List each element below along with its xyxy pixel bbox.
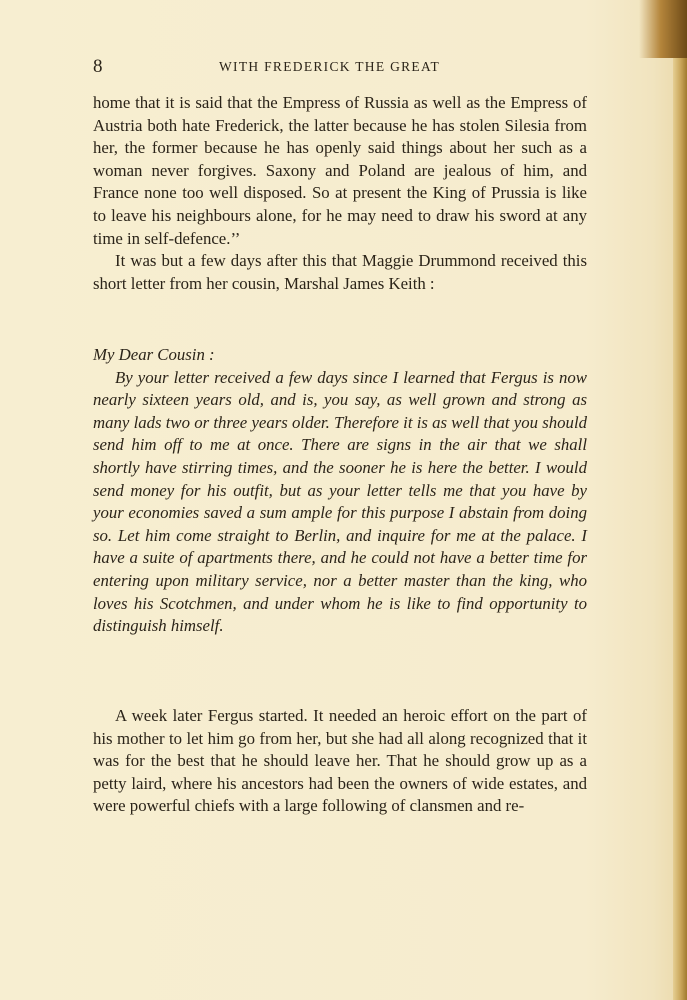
running-head: WITH FREDERICK THE GREAT <box>219 59 441 74</box>
letter-block <box>93 344 587 638</box>
page-header <box>93 56 643 78</box>
page-edge <box>673 0 687 1000</box>
closing-text <box>93 705 587 818</box>
paragraph: A week later Fergus started. It needed an heroic effort on the part of his mother to let him go from her, but she had all along recognized that it was for the best that he should leave her. That he should grow up as a petty laird, where his ancestors had been the owners of wide estates, and were powerful chiefs with a large following of clansmen and re- <box>93 706 587 816</box>
letter-text: By your letter received a few days since I learned that Fergus is now nearly sixteen years old, and is, you say, as well grown and strong as many lads two or three years older. Therefore it is as well that you should send him off to me at once. There are signs in the air that we shall shortly have stirring times, and the sooner he is here the better. I would send money for his outfit, but as your letter tells me that you have by your economies saved a sum ample for this purpose I abstain from doing so. Let him come straight to Berlin, and inquire for me at the palace. I have a suite of apartments there, and he could not have a better time for entering upon military service, nor a better master than the king, who loves his Scotchmen, and under whom he is like to find opportunity to distinguish himself. <box>93 367 587 636</box>
letter-salutation: My Dear Cousin : <box>93 345 215 364</box>
paragraph: home that it is said that the Empress of Russia as well as the Empress of Austria both hate Frederick, the latter because he has stolen Silesia from her, the former because he has openly said things about her such as a woman never forgives. Saxony and Poland are jealous of him, and France none too well disposed. So at present the King of Prussia is like to leave his neighbours alone, for he may need to draw his sword at any time in self-defence.’’ <box>93 93 587 248</box>
body-text <box>93 92 587 295</box>
paragraph: It was but a few days after this that Maggie Drummond received this short letter from her cousin, Marshal James Keith : <box>93 251 587 293</box>
page-corner-shadow <box>639 0 687 58</box>
page-number: 8 <box>93 56 103 77</box>
